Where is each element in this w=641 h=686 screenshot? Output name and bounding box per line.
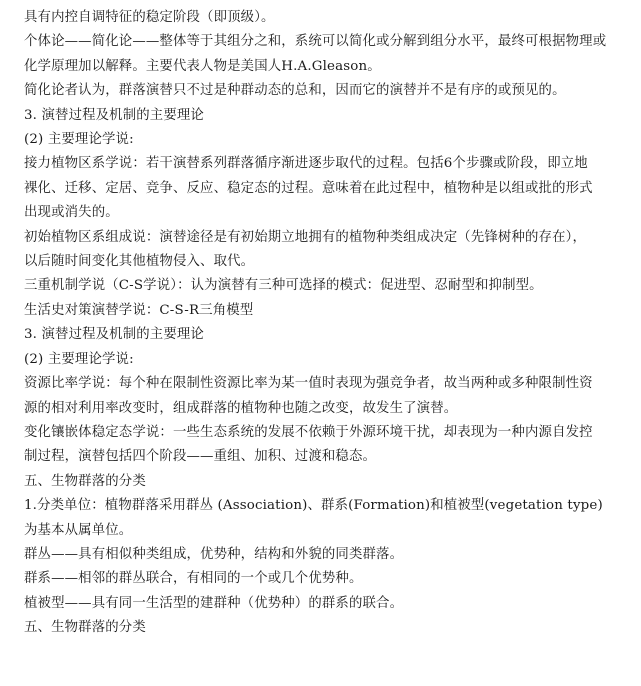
text-line: 变化镶嵌体稳定态学说：一些生态系统的发展不依赖于外源环境干扰，却表现为一种内源自发控 [24, 424, 593, 440]
section-heading: 3. 演替过程及机制的主要理论 [24, 327, 204, 343]
text-line: 化学原理加以解释。主要代表人物是美国人H.A.Gleason。 [24, 58, 381, 74]
text-line: 群系——相邻的群丛联合，有相同的一个或几个优势种。 [24, 571, 363, 587]
subsection-heading: (2) 主要理论学说: [24, 351, 134, 367]
text-line: 为基本从属单位。 [24, 522, 133, 538]
text-line: 植被型——具有同一生活型的建群种（优势种）的群系的联合。 [24, 595, 404, 611]
text-line: 源的相对利用率改变时，组成群落的植物种也随之改变，故发生了演替。 [24, 400, 458, 416]
subsection-heading: (2) 主要理论学说: [24, 132, 134, 148]
text-line: 1.分类单位：植物群落采用群丛 (Association)、群系(Formation)和植被型(vegetation type) [24, 498, 603, 514]
text-line: 制过程，演替包括四个阶段——重组、加积、过渡和稳态。 [24, 449, 377, 465]
text-line: 裸化、迁移、定居、竞争、反应、稳定态的过程。意味着在此过程中，植物种是以组或批的形式 [24, 180, 593, 196]
text-line: 三重机制学说（C-S学说）：认为演替有三种可选择的模式：促进型、忍耐型和抑制型。 [24, 278, 543, 294]
text-line: 以后随时间变化其他植物侵入、取代。 [24, 254, 255, 270]
text-line: 群丛——具有相似种类组成，优势种，结构和外貌的同类群落。 [24, 546, 404, 562]
section-heading: 五、生物群落的分类 [24, 620, 146, 636]
text-line: 具有内控自调特征的稳定阶段（即顶级）。 [24, 10, 275, 25]
section-heading: 3. 演替过程及机制的主要理论 [24, 107, 204, 123]
text-line: 资源比率学说：每个种在限制性资源比率为某一值时表现为强竞争者，故当两种或多种限制性资 [24, 376, 593, 392]
text-line: 个体论——简化论——整体等于其组分之和，系统可以简化或分解到组分水平，最终可根据物理或 [24, 34, 607, 50]
text-line: 出现或消失的。 [24, 205, 119, 221]
text-line: 初始植物区系组成说：演替途径是有初始期立地拥有的植物种类组成决定（先锋树种的存在）， [24, 229, 587, 245]
text-line: 接力植物区系学说：若干演替系列群落循序渐进逐步取代的过程。包括6个步骤或阶段，即立地 [24, 156, 588, 172]
section-heading: 五、生物群落的分类 [24, 473, 146, 489]
text-line: 生活史对策演替学说：C-S-R三角模型 [24, 302, 254, 318]
text-line: 简化论者认为，群落演替只不过是种群动态的总和，因而它的演替并不是有序的或预见的。 [24, 83, 566, 99]
